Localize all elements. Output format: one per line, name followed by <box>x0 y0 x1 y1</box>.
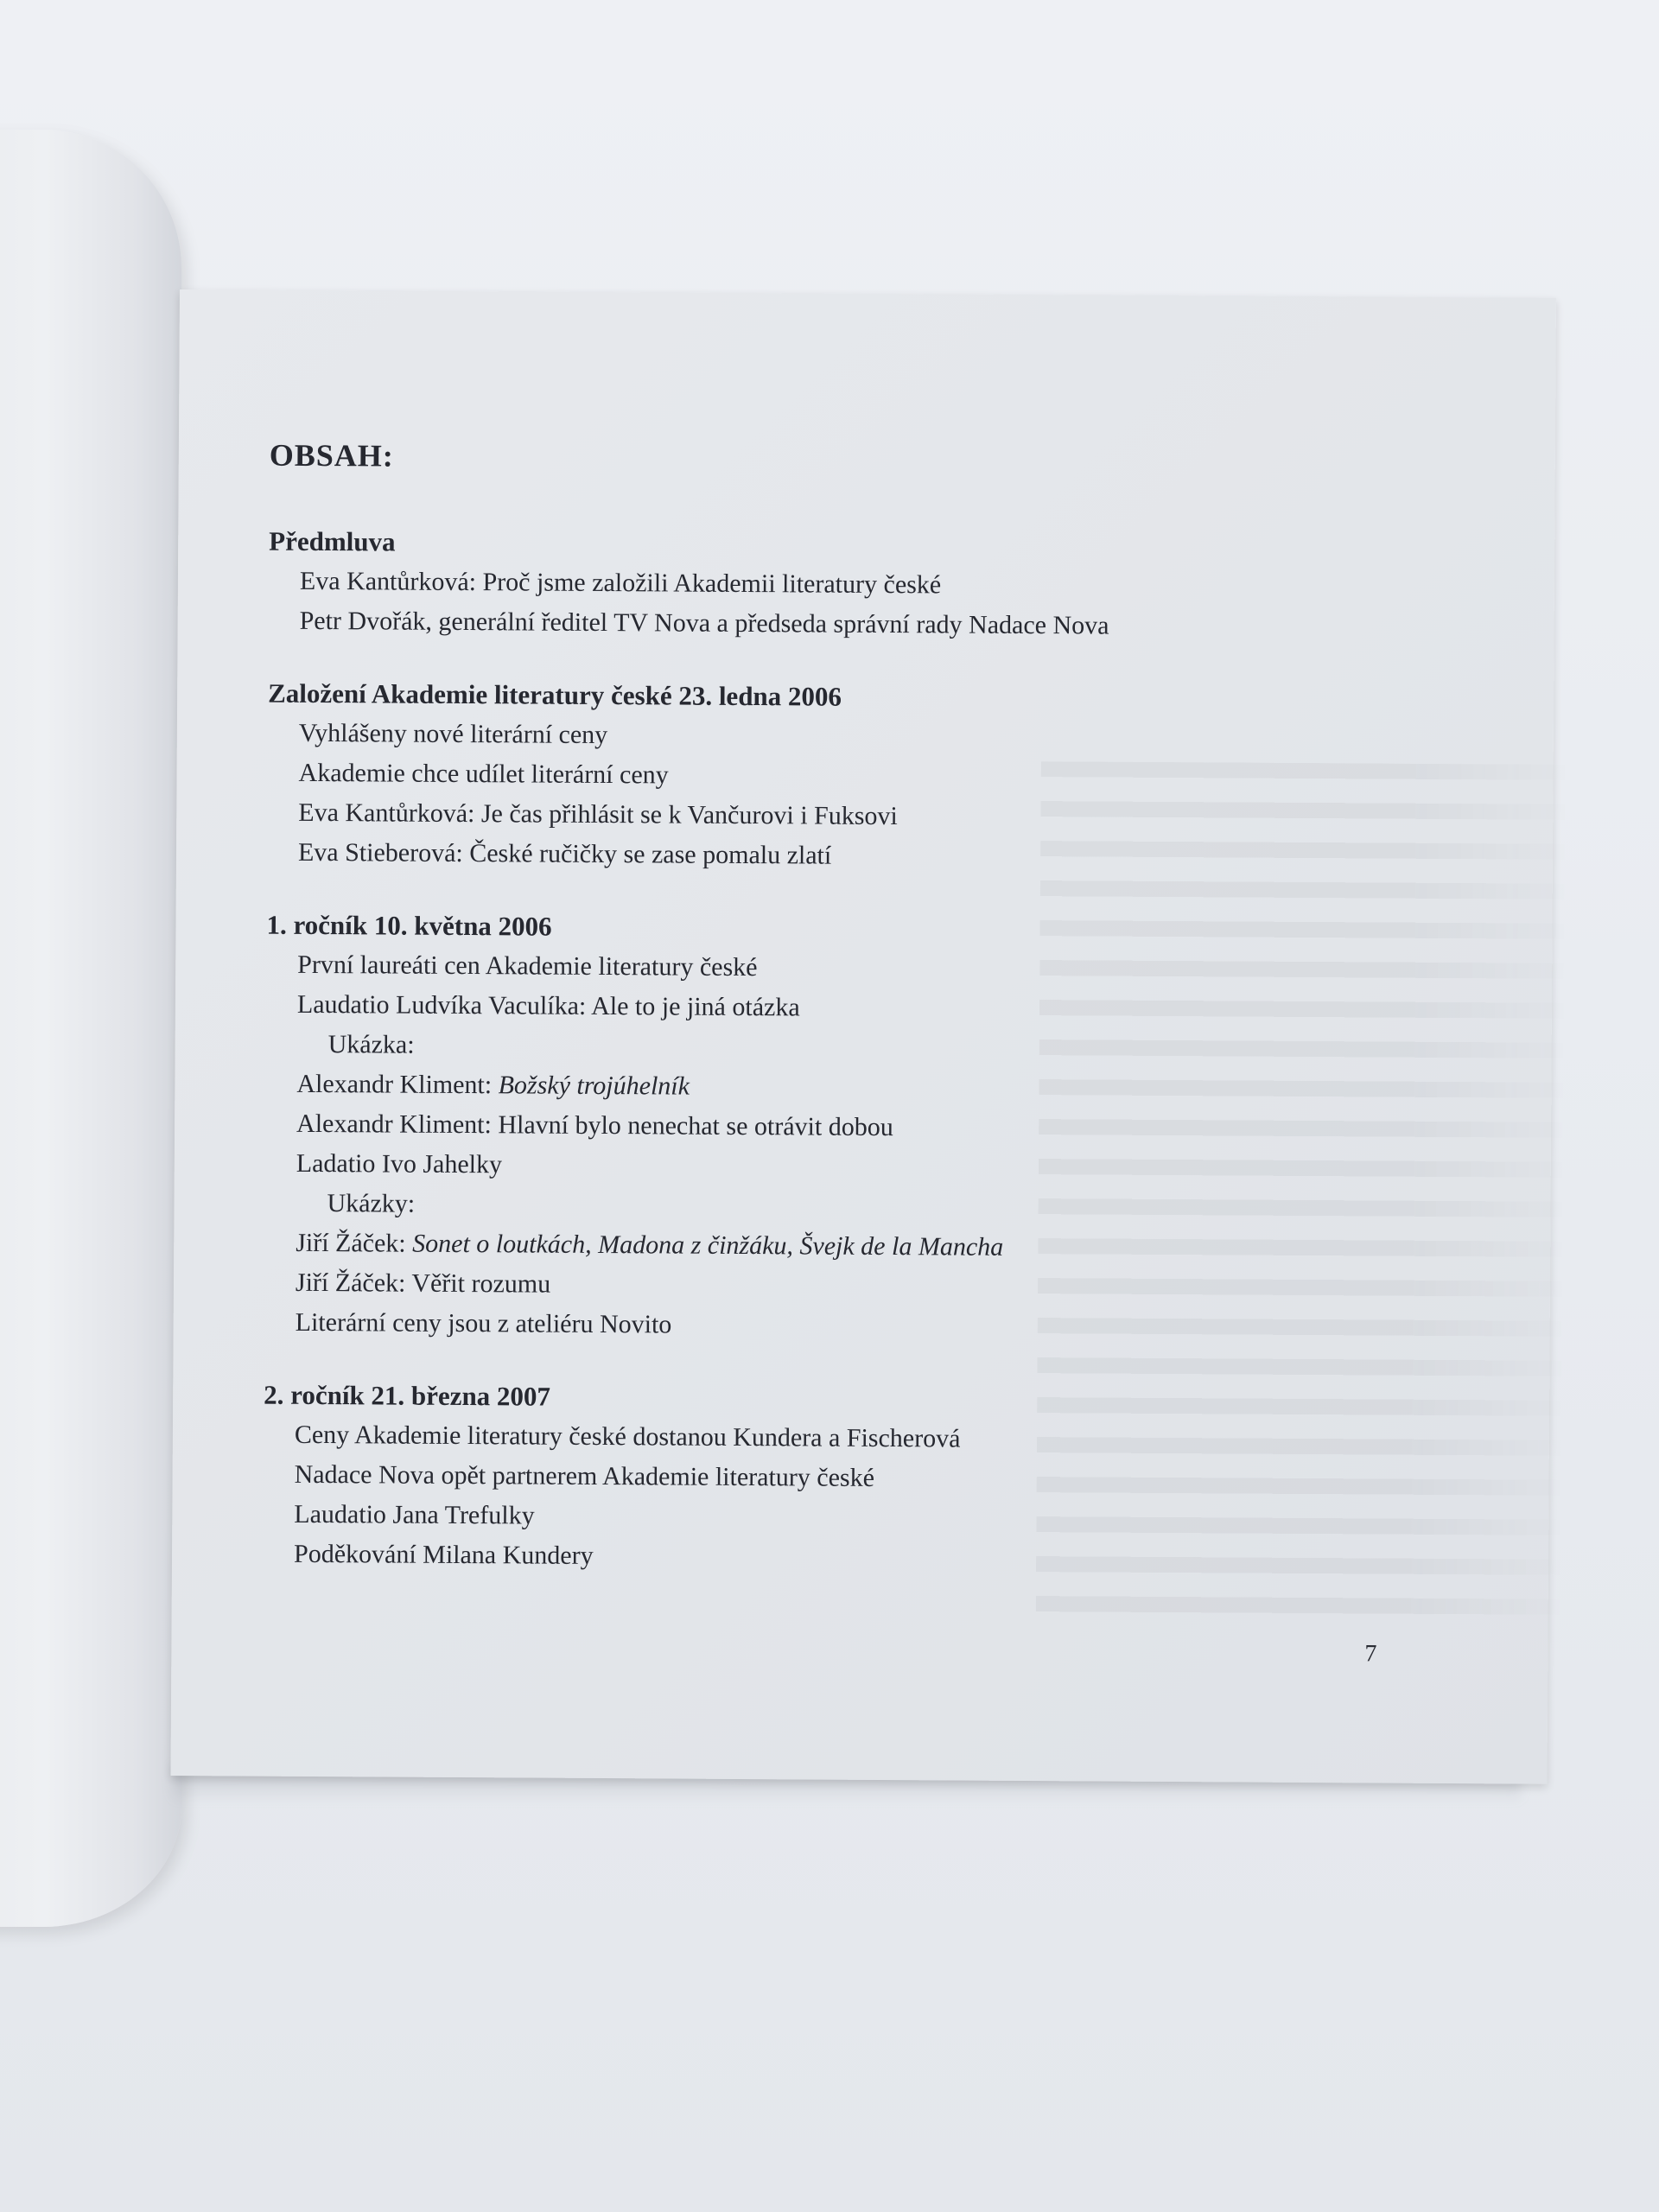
toc-entry: Laudatio Jana Trefulky <box>294 1499 535 1530</box>
entry-work-title: Sonet o loutkách, Madona z činžáku, Švejk de la Mancha <box>412 1229 1004 1262</box>
entry-author: Jiří Žáček: <box>296 1228 413 1258</box>
toc-entry: Akademie chce udílet literární ceny <box>298 758 669 790</box>
toc-entry: Jiří Žáček: Věřit rozumu <box>295 1268 551 1299</box>
toc-subentry-label: Ukázky: <box>327 1189 416 1218</box>
toc-entry: Petr Dvořák, generální ředitel TV Nova a předseda správní rady Nadace Nova <box>299 606 1109 640</box>
toc-entry: Alexandr Kliment: Hlavní bylo nenechat se otrávit dobou <box>296 1109 893 1142</box>
toc-entry <box>264 1224 1105 1268</box>
toc-section <box>264 906 1108 1348</box>
section-title: 1. ročník 10. května 2006 <box>266 909 552 942</box>
toc-heading: OBSAH: <box>269 437 394 474</box>
left-facing-page <box>0 130 181 1927</box>
page-number: 7 <box>1364 1640 1377 1668</box>
toc-entry: Eva Kantůrková: Je čas přihlásit se k Vančurovi i Fuksovi <box>298 798 898 831</box>
toc-entry: Poděkování Milana Kundery <box>293 1539 594 1570</box>
book-page <box>170 289 1555 1784</box>
toc-entry: Ladatio Ivo Jahelky <box>296 1148 503 1179</box>
section-title: Předmluva <box>269 525 396 557</box>
toc-entry: Literární ceny jsou z ateliéru Novito <box>295 1307 672 1339</box>
toc-entry: Laudatio Ludvíka Vaculíka: Ale to je jiná otázka <box>296 989 800 1022</box>
toc-section <box>263 1376 1104 1580</box>
toc-entry: První laureáti cen Akademie literatury české <box>297 950 758 982</box>
toc-section <box>269 522 1110 646</box>
toc-entry: Ceny Akademie literatury české dostanou Kundera a Fischerová <box>294 1420 961 1453</box>
toc-subentry-label: Ukázka: <box>327 1030 415 1059</box>
toc-entry: Vyhlášeny nové literární ceny <box>298 718 608 750</box>
section-title: Založení Akademie literatury české 23. ledna 2006 <box>268 677 842 712</box>
show-through-text <box>1036 761 1577 1629</box>
table-of-contents <box>263 437 1110 1612</box>
toc-section <box>267 674 1109 878</box>
toc-entry: Eva Stieberová: České ručičky se zase pomalu zlatí <box>297 837 832 870</box>
section-title: 2. ročník 21. března 2007 <box>264 1379 551 1412</box>
entry-work-title: Božský trojúhelník <box>498 1071 690 1101</box>
toc-entry: Eva Kantůrková: Proč jsme založili Akademii literatury české <box>299 566 942 600</box>
toc-entry: Nadace Nova opět partnerem Akademie literatury české <box>294 1459 875 1492</box>
toc-entry <box>265 1065 1106 1109</box>
entry-author: Alexandr Kliment: <box>296 1069 499 1100</box>
